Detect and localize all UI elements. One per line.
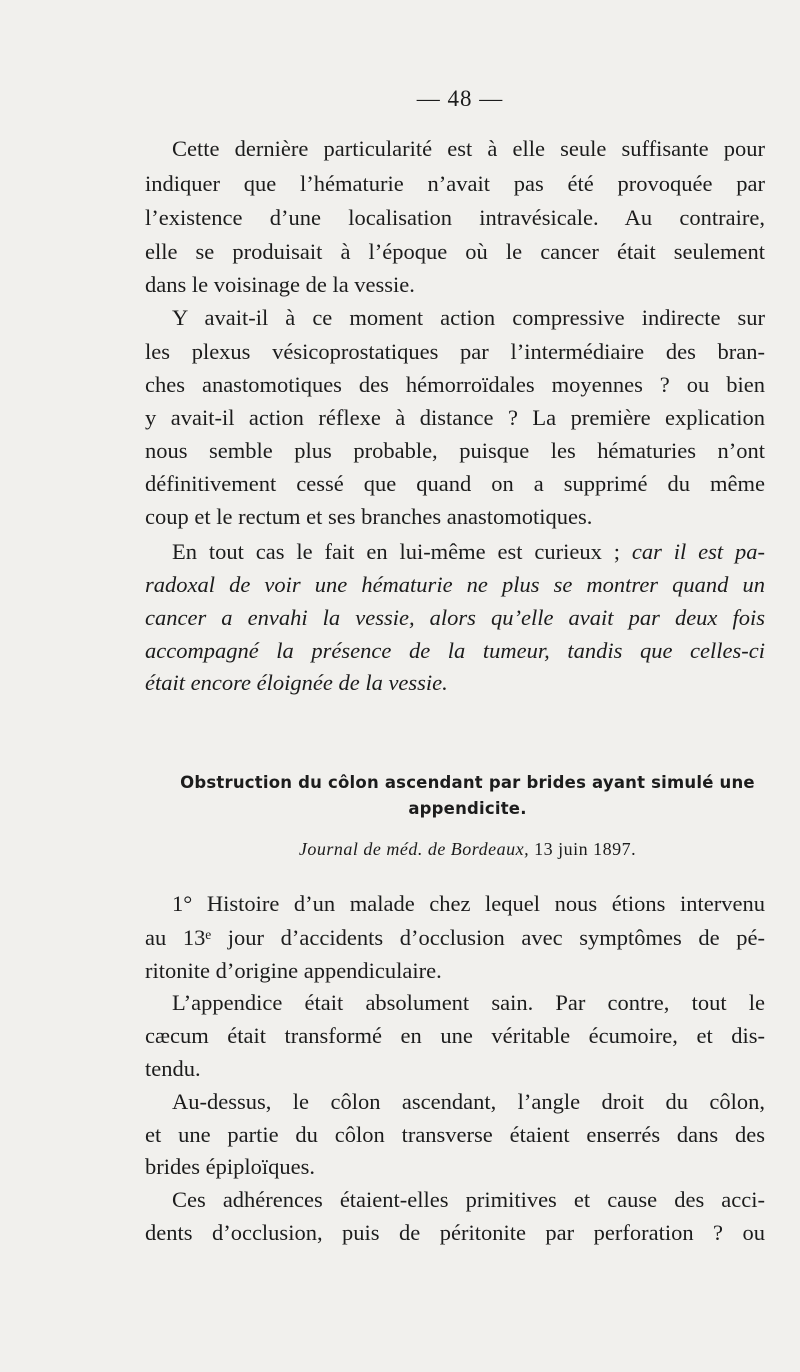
text-line: Cette dernière particularité est à elle seule suffisante pour	[172, 136, 765, 161]
text-line: brides épiploïques.	[145, 1154, 315, 1179]
section-title: Obstruction du côlon ascendant par brides ayant simulé une	[180, 773, 755, 792]
text-line: dans le voisinage de la vessie.	[145, 272, 415, 297]
text-line: L’appendice était absolument sain. Par contre, tout le	[172, 990, 765, 1015]
text-line: dents d’occlusion, puis de péritonite par perforation ? ou	[145, 1220, 765, 1245]
source-journal: Journal de méd. de Bordeaux,	[298, 839, 530, 859]
section-title: appendicite.	[408, 799, 527, 818]
text-line: au 13ᵉ jour d’accidents d’occlusion avec symptômes de pé-	[145, 925, 765, 950]
text-line: cancer a envahi la vessie, alors qu’elle avait par deux fois	[145, 605, 765, 630]
section-source	[160, 839, 775, 860]
text-line: accompagné la présence de la tumeur, tandis que celles-ci	[145, 638, 765, 663]
text-line: coup et le rectum et ses branches anastomotiques.	[145, 504, 593, 529]
text-line: nous semble plus probable, puisque les hématuries n’ont	[145, 438, 765, 463]
text-line: et une partie du côlon transverse étaient enserrés dans des	[145, 1122, 765, 1147]
source-date: 13 juin 1897.	[529, 839, 637, 859]
text-line: Y avait-il à ce moment action compressive indirecte sur	[172, 305, 765, 330]
text-line: définitivement cessé que quand on a supprimé du même	[145, 471, 765, 496]
text-line: Ces adhérences étaient-elles primitives et cause des acci-	[172, 1187, 765, 1212]
text-line: ritonite d’origine appendiculaire.	[145, 958, 442, 983]
text-line: l’existence d’une localisation intravésicale. Au contraire,	[145, 205, 765, 230]
text-line: les plexus vésicoprostatiques par l’intermédiaire des bran-	[145, 339, 765, 364]
text-line: radoxal de voir une hématurie ne plus se montrer quand un	[145, 572, 765, 597]
text-line: cæcum était transformé en une véritable écumoire, et dis-	[145, 1023, 765, 1048]
text-line: 1° Histoire d’un malade chez lequel nous étions intervenu	[172, 891, 765, 916]
text-line: elle se produisait à l’époque où le cancer était seulement	[145, 239, 765, 264]
text-line: ches anastomotiques des hémorroïdales moyennes ? ou bien	[145, 372, 765, 397]
text-line: y avait-il action réflexe à distance ? La première explication	[145, 405, 765, 430]
text-roman: En tout cas le fait en lui-même est curieux ;	[172, 539, 632, 564]
text-line	[172, 535, 765, 569]
text-line: tendu.	[145, 1056, 201, 1081]
text-italic: car il est pa-	[631, 539, 766, 564]
text-line: était encore éloignée de la vessie.	[145, 670, 448, 695]
text-line: indiquer que l’hématurie n’avait pas été provoquée par	[145, 171, 765, 196]
page-number: — 48 —	[416, 86, 504, 111]
text-line: Au-dessus, le côlon ascendant, l’angle droit du côlon,	[172, 1089, 765, 1114]
